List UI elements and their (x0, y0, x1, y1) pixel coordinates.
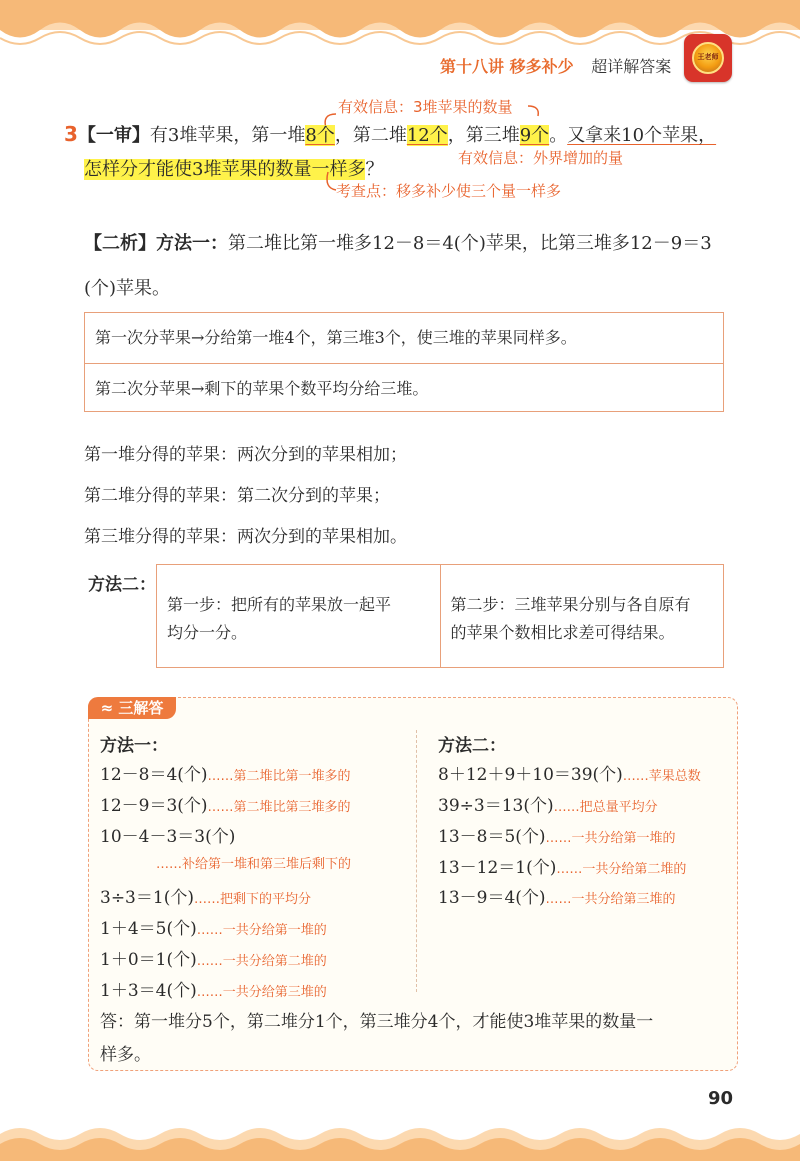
result-line-1: 第一堆分得的苹果：两次分到的苹果相加； (84, 445, 407, 465)
header-subtitle: 超详解答案 (591, 57, 672, 76)
bottom-wave-band (0, 1122, 800, 1161)
note-valid-info-2: 有效信息：外界增加的量 (458, 149, 624, 167)
note-valid-info-1: 有效信息：3堆苹果的数量 (338, 98, 513, 116)
top-wave-band (0, 0, 800, 50)
result-line-3: 第三堆分得的苹果：两次分到的苹果相加。 (84, 527, 407, 547)
page-number: 90 (708, 1088, 734, 1109)
lecture-number: 第十八讲 (440, 57, 505, 76)
note-key-point: 考查点：移多补少使三个量一样多 (336, 182, 562, 200)
final-answer-line-1: 答：第一堆分5个，第二堆分1个，第三堆分4个，才能使3堆苹果的数量一 (100, 1012, 654, 1032)
question-line-2: 怎样分才能使3堆苹果的数量一样多？ (84, 159, 384, 180)
equation-line: 1＋0＝1(个)……一共分给第二堆的 (100, 950, 327, 970)
equation-line: 3÷3＝1(个)……把剩下的平均分 (100, 888, 311, 908)
tag-analyze: 【二析】 (84, 233, 156, 254)
analysis-line-1: 【二析】方法一：第二堆比第一堆多12－8＝4(个)苹果，比第三堆多12－9＝3 (84, 233, 712, 254)
column-divider (416, 730, 417, 992)
final-answer-line-2: 样多。 (100, 1045, 151, 1065)
header-title (440, 54, 671, 77)
equation-line: 12－8＝4(个)……第二堆比第一堆多的 (100, 765, 351, 785)
table-row: 第一次分苹果→分给第一堆4个，第三堆3个，使三堆的苹果同样多。 (95, 328, 577, 347)
method2-label: 方法二： (88, 575, 156, 595)
equation-line: 1＋4＝5(个)……一共分给第一堆的 (100, 919, 327, 939)
equation-line: 39÷3＝13(个)……把总量平均分 (438, 796, 658, 816)
result-line-2: 第二堆分得的苹果：第二次分到的苹果； (84, 486, 390, 506)
equation-line: 13－8＝5(个)……一共分给第一堆的 (438, 827, 676, 847)
lecture-topic: 移多补少 (509, 57, 574, 76)
equation-line: ……补给第一堆和第三堆后剩下的 (156, 857, 352, 872)
step-1-cell: 第一步：把所有的苹果放一起平 均分一分。 (167, 595, 392, 642)
curve-arrow-icon (318, 170, 348, 200)
distribution-steps-table (84, 312, 724, 412)
badge-text: 王老师 (697, 53, 719, 61)
question-highlight: 怎样分才能使3堆苹果的数量一样多 (84, 159, 366, 180)
question-line-1: 3【一审】有3堆苹果，第一堆8个，第二堆12个，第三堆9个。又拿来10个苹果， (64, 122, 717, 146)
equation-line: 10－4－3＝3(个) (100, 827, 236, 847)
equation-line: 12－9＝3(个)……第二堆比第三堆多的 (100, 796, 351, 816)
equation-line: 1＋3＝4(个)……一共分给第三堆的 (100, 981, 327, 1001)
method2-steps-table (156, 564, 724, 668)
equation-line: 13－12＝1(个)……一共分给第二堆的 (438, 858, 687, 878)
equation-line: 13－9＝4(个)……一共分给第三堆的 (438, 888, 676, 908)
answer-tab: ≈ 三解答 (88, 697, 176, 719)
answer-method1-title: 方法一： (100, 736, 168, 756)
equation-line: 8＋12＋9＋10＝39(个)……苹果总数 (438, 765, 701, 785)
teacher-badge-icon (684, 34, 732, 82)
value-pile-1: 8个 (305, 125, 335, 146)
tag-read: 【一审】 (77, 125, 150, 146)
step-2-cell: 第二步：三堆苹果分别与各自原有 的苹果个数相比求差可得结果。 (440, 565, 724, 667)
extra-apples: 又拿来10个苹果， (567, 125, 717, 146)
method1-label: 方法一： (156, 233, 228, 254)
answer-method2-title: 方法二： (438, 736, 506, 756)
analysis-line-2: (个)苹果。 (84, 278, 171, 299)
value-pile-3: 9个 (519, 125, 550, 146)
value-pile-2: 12个 (406, 125, 448, 146)
table-row: 第二次分苹果→剩下的苹果个数平均分给三堆。 (85, 363, 723, 414)
question-number: 3 (64, 122, 78, 146)
